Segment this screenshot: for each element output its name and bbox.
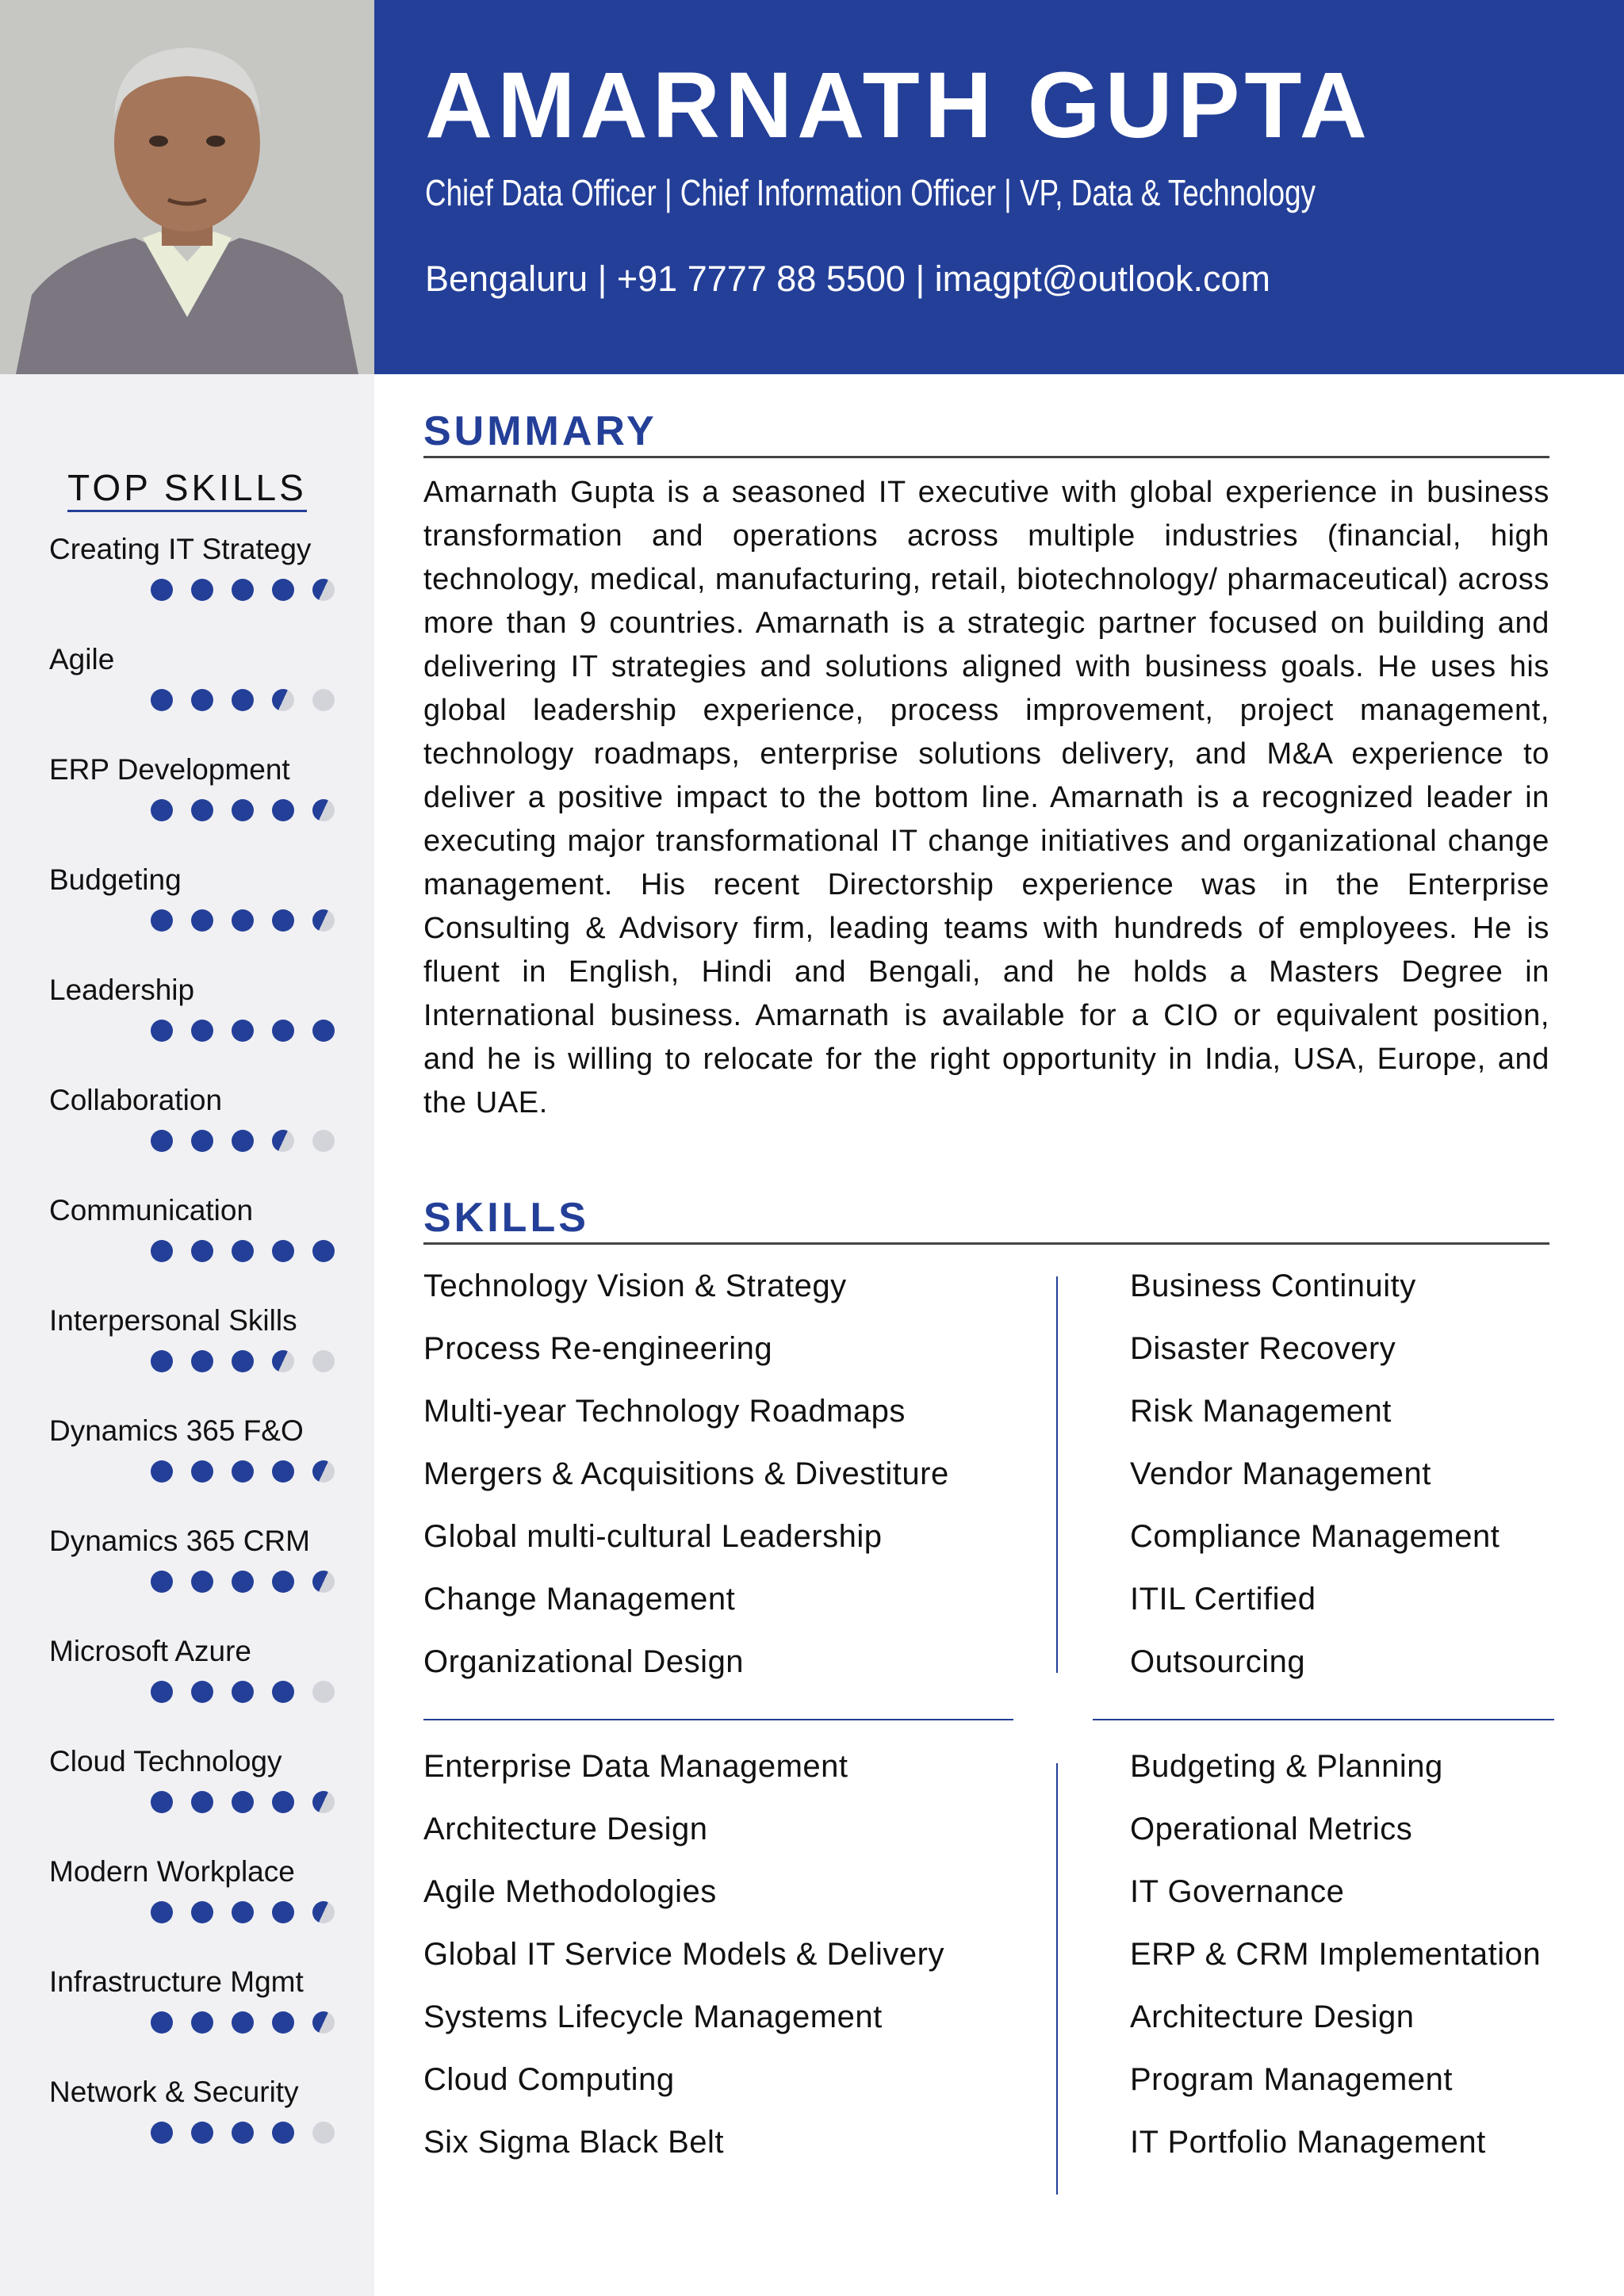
rating-dot <box>151 909 173 932</box>
top-skill-label: Communication <box>49 1194 254 1226</box>
rating-dot <box>232 799 254 821</box>
rating-dot <box>312 1460 335 1483</box>
rating-dot <box>191 1020 213 1042</box>
top-skill-label: Creating IT Strategy <box>49 533 312 565</box>
rating-dot <box>151 1901 173 1923</box>
skill-item: Cloud Computing <box>423 2062 675 2097</box>
skills-group-2-right <box>1130 1744 1624 2183</box>
rating-dot <box>312 909 335 932</box>
rating-dot <box>272 1571 294 1593</box>
rating-dot <box>312 2011 335 2034</box>
top-skill-item <box>49 2076 335 2186</box>
top-skill-item <box>49 863 335 974</box>
skill-item: Disaster Recovery <box>1130 1331 1396 1366</box>
top-skill-item <box>49 1525 335 1635</box>
top-skill-item <box>49 533 335 643</box>
top-skill-item <box>49 1414 335 1525</box>
skill-item: Six Sigma Black Belt <box>423 2125 725 2160</box>
skill-rating <box>151 689 335 711</box>
rating-dot <box>272 1901 294 1923</box>
skill-rating <box>151 1571 335 1593</box>
candidate-name: AMARNATH GUPTA <box>425 53 1372 158</box>
top-skill-item <box>49 1194 335 1304</box>
top-skill-item <box>49 1084 335 1194</box>
rating-dot <box>312 1020 335 1042</box>
top-skill-item <box>49 1635 335 1745</box>
top-skill-item <box>49 1745 335 1855</box>
skill-item: Compliance Management <box>1130 1519 1500 1554</box>
header-banner <box>374 0 1624 374</box>
rating-dot <box>312 689 335 711</box>
top-skill-label: Network & Security <box>49 2076 299 2108</box>
rating-dot <box>191 1681 213 1703</box>
skill-item: Change Management <box>423 1582 736 1617</box>
rating-dot <box>191 1791 213 1813</box>
rating-dot <box>232 909 254 932</box>
skills-divider-horizontal-left <box>423 1719 1013 1720</box>
skill-item: Outsourcing <box>1130 1644 1306 1679</box>
skill-item: Process Re-engineering <box>423 1331 773 1366</box>
skill-item: Global IT Service Models & Delivery <box>423 1937 944 1972</box>
rating-dot <box>151 1350 173 1372</box>
top-skill-label: Infrastructure Mgmt <box>49 1965 304 1998</box>
skills-divider-horizontal-right <box>1093 1719 1554 1720</box>
summary-title: SUMMARY <box>423 409 1549 458</box>
profile-photo-illustration <box>0 0 374 374</box>
top-skill-item <box>49 1855 335 1965</box>
top-skill-label: Cloud Technology <box>49 1745 282 1777</box>
skills-divider-vertical-1 <box>1056 1276 1058 1673</box>
profile-photo <box>0 0 374 374</box>
rating-dot <box>312 2122 335 2144</box>
skill-rating <box>151 579 335 601</box>
skill-item: Risk Management <box>1130 1394 1392 1429</box>
skill-rating <box>151 1240 335 1262</box>
rating-dot <box>312 1571 335 1593</box>
skill-rating <box>151 1350 335 1372</box>
skill-item: ERP & CRM Implementation <box>1130 1937 1542 1972</box>
rating-dot <box>232 1240 254 1262</box>
rating-dot <box>151 1571 173 1593</box>
rating-dot <box>151 799 173 821</box>
rating-dot <box>272 1020 294 1042</box>
rating-dot <box>151 1240 173 1262</box>
rating-dot <box>272 2122 294 2144</box>
rating-dot <box>232 579 254 601</box>
rating-dot <box>232 1681 254 1703</box>
skill-item: Global multi-cultural Leadership <box>423 1519 883 1554</box>
rating-dot <box>232 1460 254 1483</box>
skill-item: IT Governance <box>1130 1874 1345 1909</box>
skill-rating <box>151 1020 335 1042</box>
rating-dot <box>191 1240 213 1262</box>
rating-dot <box>191 1460 213 1483</box>
rating-dot <box>232 1571 254 1593</box>
skills-title: SKILLS <box>423 1196 1549 1245</box>
skill-rating <box>151 1460 335 1483</box>
skill-item: Technology Vision & Strategy <box>423 1269 847 1303</box>
rating-dot <box>272 1681 294 1703</box>
rating-dot <box>312 579 335 601</box>
skill-rating <box>151 909 335 932</box>
rating-dot <box>191 909 213 932</box>
top-skill-item <box>49 974 335 1084</box>
rating-dot <box>312 1240 335 1262</box>
rating-dot <box>272 799 294 821</box>
skill-rating <box>151 1791 335 1813</box>
rating-dot <box>191 579 213 601</box>
skill-item: Organizational Design <box>423 1644 745 1679</box>
skill-rating <box>151 1901 335 1923</box>
rating-dot <box>272 909 294 932</box>
rating-dot <box>232 2122 254 2144</box>
top-skill-label: Interpersonal Skills <box>49 1304 297 1337</box>
skill-item: Vendor Management <box>1130 1456 1431 1491</box>
top-skill-label: Collaboration <box>49 1084 223 1116</box>
top-skill-item <box>49 643 335 753</box>
rating-dot <box>232 1350 254 1372</box>
rating-dot <box>272 1460 294 1483</box>
top-skills-title-text: TOP SKILLS <box>67 467 307 512</box>
rating-dot <box>272 1130 294 1152</box>
skill-rating <box>151 2011 335 2034</box>
rating-dot <box>191 1350 213 1372</box>
top-skill-label: Dynamics 365 F&O <box>49 1414 304 1447</box>
skill-item: ITIL Certified <box>1130 1582 1316 1617</box>
rating-dot <box>151 1130 173 1152</box>
top-skill-item <box>49 1965 335 2076</box>
rating-dot <box>312 1901 335 1923</box>
rating-dot <box>191 689 213 711</box>
skill-item: Multi-year Technology Roadmaps <box>423 1394 906 1429</box>
skill-item: Program Management <box>1130 2062 1453 2097</box>
rating-dot <box>151 1681 173 1703</box>
skills-group-1-left <box>423 1264 949 1702</box>
rating-dot <box>191 1571 213 1593</box>
skill-rating <box>151 799 335 821</box>
rating-dot <box>272 1791 294 1813</box>
skill-item: Agile Methodologies <box>423 1874 717 1909</box>
skill-item: Enterprise Data Management <box>423 1749 848 1784</box>
top-skill-label: ERP Development <box>49 753 290 786</box>
rating-dot <box>151 2011 173 2034</box>
top-skill-label: Modern Workplace <box>49 1855 295 1888</box>
rating-dot <box>151 579 173 601</box>
rating-dot <box>232 1020 254 1042</box>
rating-dot <box>312 799 335 821</box>
rating-dot <box>151 1791 173 1813</box>
rating-dot <box>312 1130 335 1152</box>
rating-dot <box>232 1901 254 1923</box>
top-skill-item <box>49 1304 335 1414</box>
skills-group-1-right <box>1130 1264 1624 1702</box>
skill-item: IT Portfolio Management <box>1130 2125 1486 2160</box>
skill-item: Architecture Design <box>423 1812 708 1846</box>
rating-dot <box>272 579 294 601</box>
top-skill-label: Budgeting <box>49 863 182 896</box>
rating-dot <box>232 1130 254 1152</box>
skills-group-2-left <box>423 1744 944 2183</box>
job-titles: Chief Data Officer | Chief Information Officer | VP, Data & Technology <box>425 172 1316 213</box>
skill-item: Business Continuity <box>1130 1269 1416 1303</box>
top-skill-label: Dynamics 365 CRM <box>49 1525 310 1557</box>
rating-dot <box>312 1791 335 1813</box>
top-skill-item <box>49 753 335 863</box>
rating-dot <box>151 1020 173 1042</box>
rating-dot <box>312 1350 335 1372</box>
skill-item: Budgeting & Planning <box>1130 1749 1443 1784</box>
rating-dot <box>232 2011 254 2034</box>
rating-dot <box>151 1460 173 1483</box>
rating-dot <box>232 689 254 711</box>
top-skills-title <box>0 466 374 509</box>
rating-dot <box>151 2122 173 2144</box>
rating-dot <box>151 689 173 711</box>
skill-item: Architecture Design <box>1130 1999 1415 2034</box>
rating-dot <box>191 2122 213 2144</box>
rating-dot <box>272 1350 294 1372</box>
rating-dot <box>191 799 213 821</box>
rating-dot <box>272 689 294 711</box>
skill-rating <box>151 1681 335 1703</box>
top-skill-label: Agile <box>49 643 115 675</box>
rating-dot <box>191 1130 213 1152</box>
skill-rating <box>151 1130 335 1152</box>
rating-dot <box>272 1240 294 1262</box>
top-skill-label: Leadership <box>49 974 195 1006</box>
rating-dot <box>272 2011 294 2034</box>
skill-item: Systems Lifecycle Management <box>423 1999 883 2034</box>
summary-text: Amarnath Gupta is a seasoned IT executive with global experience in business transformation and operations across multiple industries (financial, high technology, medical, manufacturing, retail, biotechnology/ pharmaceutical) across more than 9 countries. Amarnath is a strategic partner focused on building and delivering IT strategies and solutions aligned with business goals. He uses his global leadership experience, process improvement, project management, technology roadmaps, enterprise solutions delivery, and M&A experience to deliver a positive impact to the bottom line. Amarnath is a recognized leader in executing major transformational IT change initiatives and organizational change management. His recent Directorship experience was in the Enterprise Consulting & Advisory firm, leading teams with hundreds of employees. He is fluent in English, Hindi and Bengali, and he holds a Masters Degree in International business. Amarnath is available for a CIO or equivalent position, and he is willing to relocate for the right opportunity in India, USA, Europe, and the UAE. <box>423 476 1549 1119</box>
rating-dot <box>191 2011 213 2034</box>
skill-item: Mergers & Acquisitions & Divestiture <box>423 1456 949 1491</box>
skill-item: Operational Metrics <box>1130 1812 1413 1846</box>
rating-dot <box>191 1901 213 1923</box>
skills-divider-vertical-2 <box>1056 1763 1058 2195</box>
top-skill-label: Microsoft Azure <box>49 1635 251 1667</box>
rating-dot <box>232 1791 254 1813</box>
contact-info: Bengaluru | +91 7777 88 5500 | imagpt@outlook.com <box>425 258 1271 299</box>
rating-dot <box>312 1681 335 1703</box>
skill-rating <box>151 2122 335 2144</box>
